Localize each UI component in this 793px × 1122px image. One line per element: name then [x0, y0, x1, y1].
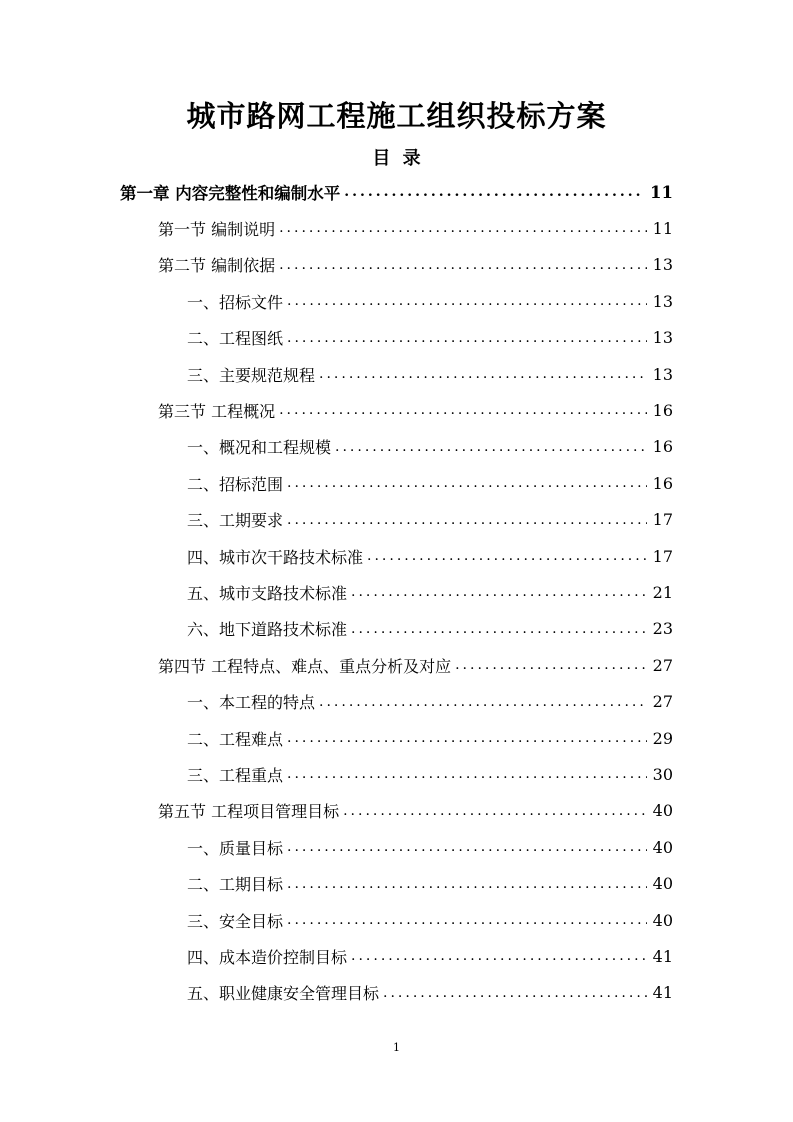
toc-entry-page: 41	[652, 946, 673, 966]
toc-dot-leader	[279, 402, 647, 418]
toc-entry[interactable]	[187, 684, 673, 720]
toc-entry[interactable]	[187, 720, 673, 756]
toc-entry-page: 23	[652, 619, 673, 639]
toc-entry-label: 一、概况和工程规模	[187, 438, 332, 458]
toc-entry[interactable]	[158, 247, 673, 283]
toc-dot-leader	[287, 912, 647, 928]
toc-entry-label: 第四节 工程特点、难点、重点分析及对应	[158, 656, 452, 676]
toc-entry[interactable]	[158, 793, 673, 829]
toc-dot-leader	[351, 948, 647, 964]
toc-entry[interactable]	[158, 647, 673, 683]
toc-entry-page: 11	[652, 218, 673, 238]
toc-entry[interactable]	[187, 574, 673, 610]
toc-entry-page: 40	[652, 910, 673, 930]
toc-entry-page: 11	[650, 182, 673, 202]
toc-entry-label: 二、工期目标	[187, 875, 284, 895]
toc-dot-leader	[343, 803, 647, 819]
toc-entry-label: 第一节 编制说明	[158, 219, 276, 239]
toc-dot-leader	[279, 257, 647, 273]
toc-entry-label: 三、安全目标	[187, 911, 284, 931]
toc-entry[interactable]	[187, 283, 673, 319]
toc-entry[interactable]	[158, 210, 673, 246]
toc-dot-leader	[351, 584, 647, 600]
toc-dot-leader	[287, 330, 647, 346]
toc-entry-label: 一、招标文件	[187, 292, 284, 312]
toc-entry[interactable]	[187, 866, 673, 902]
toc-entry-page: 40	[652, 801, 673, 821]
toc-dot-leader	[319, 694, 647, 710]
toc-entry-page: 27	[652, 692, 673, 712]
toc-dot-leader	[287, 512, 647, 528]
toc-dot-leader	[287, 876, 647, 892]
toc-entry[interactable]	[187, 502, 673, 538]
toc-entry[interactable]	[187, 320, 673, 356]
document-title: 城市路网工程施工组织投标方案	[186, 99, 607, 133]
toc-dot-leader	[287, 730, 647, 746]
toc-entry-page: 16	[652, 437, 673, 457]
toc-entry[interactable]	[187, 465, 673, 501]
toc-entry-label: 一、质量目标	[187, 838, 284, 858]
toc-entry[interactable]	[187, 902, 673, 938]
toc-entry-label: 四、成本造价控制目标	[187, 947, 348, 967]
page-number: 1	[393, 1041, 400, 1054]
toc-entry-label: 第三节 工程概况	[158, 401, 276, 421]
toc-entry[interactable]	[187, 356, 673, 392]
toc-entry-label: 二、工程难点	[187, 729, 284, 749]
toc-entry-label: 第二节 编制依据	[158, 256, 276, 276]
toc-dot-leader	[383, 985, 647, 1001]
toc-dot-leader	[367, 548, 647, 564]
toc-entry-page: 13	[652, 328, 673, 348]
toc-entry[interactable]	[187, 938, 673, 974]
toc-entry[interactable]	[120, 174, 673, 210]
toc-entry-label: 五、职业健康安全管理目标	[187, 984, 380, 1004]
toc-entry[interactable]	[187, 538, 673, 574]
toc-entry-page: 13	[652, 364, 673, 384]
toc-entry-page: 17	[652, 546, 673, 566]
toc-dot-leader	[455, 657, 647, 673]
toc-heading: 目 录	[372, 148, 421, 169]
toc-dot-leader	[287, 475, 647, 491]
toc-entry-page: 27	[652, 655, 673, 675]
toc-entry-label: 五、城市支路技术标准	[187, 583, 348, 603]
toc-entry-page: 16	[652, 473, 673, 493]
toc-dot-leader	[335, 439, 647, 455]
toc-dot-leader	[279, 220, 647, 236]
toc-entry-page: 29	[652, 728, 673, 748]
toc-dot-leader	[351, 621, 647, 637]
toc-entry-label: 三、工程重点	[187, 765, 284, 785]
toc-entry-page: 16	[652, 400, 673, 420]
toc-dot-leader	[287, 839, 647, 855]
toc-entry-label: 三、工期要求	[187, 511, 284, 531]
toc-entry[interactable]	[187, 429, 673, 465]
toc-dot-leader	[344, 184, 644, 200]
toc-entry-label: 三、主要规范规程	[187, 365, 316, 385]
toc-entry[interactable]	[158, 392, 673, 428]
toc-entry-page: 13	[652, 291, 673, 311]
toc-entry-label: 四、城市次干路技术标准	[187, 547, 364, 567]
toc-entry-label: 二、工程图纸	[187, 329, 284, 349]
toc-entry-label: 第一章 内容完整性和编制水平	[120, 184, 341, 203]
toc-entry-page: 41	[652, 983, 673, 1003]
toc-entry-label: 六、地下道路技术标准	[187, 620, 348, 640]
toc-entry[interactable]	[187, 756, 673, 792]
toc-entry-label: 第五节 工程项目管理目标	[158, 802, 340, 822]
toc-entry-page: 21	[652, 582, 673, 602]
toc-entry-page: 40	[652, 874, 673, 894]
toc-entry-label: 二、招标范围	[187, 474, 284, 494]
toc-entry-page: 17	[652, 510, 673, 530]
toc-dot-leader	[319, 366, 647, 382]
toc-entry-page: 30	[652, 764, 673, 784]
toc-entry-page: 40	[652, 837, 673, 857]
toc-entry[interactable]	[187, 975, 673, 1011]
toc-entry-page: 13	[652, 255, 673, 275]
toc-dot-leader	[287, 766, 647, 782]
toc-entry-label: 一、本工程的特点	[187, 693, 316, 713]
toc-entry[interactable]	[187, 829, 673, 865]
toc-dot-leader	[287, 293, 647, 309]
toc-entry[interactable]	[187, 611, 673, 647]
